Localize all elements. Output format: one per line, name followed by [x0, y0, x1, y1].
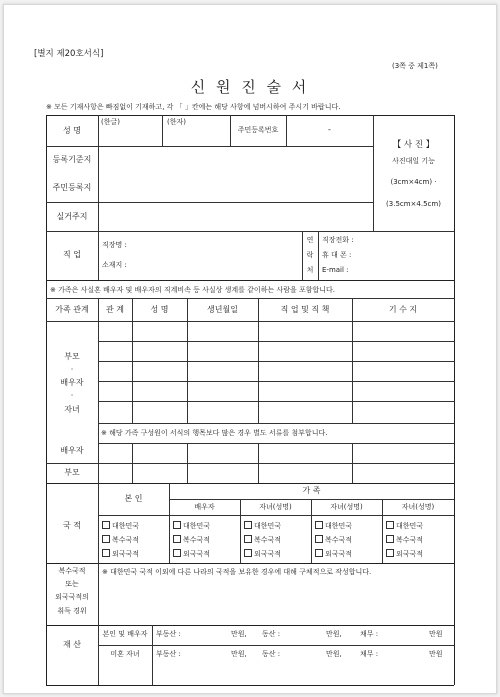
option-korea[interactable]: 대한민국 — [173, 521, 210, 535]
option-korea[interactable]: 대한민국 — [102, 521, 139, 535]
multi-nationality-label-3: 외국국적의 — [55, 593, 89, 601]
nationality-child1-options — [244, 521, 281, 563]
photo-line-1: 사진대일 기능 — [392, 157, 435, 165]
nationality-child3-options — [386, 521, 423, 563]
option-multiple[interactable]: 복수국적 — [173, 535, 210, 549]
photo-line-3: (3.5cm×4.5cm) — [386, 200, 441, 208]
option-korea[interactable]: 대한민국 — [244, 521, 281, 535]
family-inner-note: ※ 해당 가족 구성원이 서식의 행목보다 많은 경우 별도 서류를 첨부합니다. — [101, 429, 328, 437]
photo-title: 【 사 진 】 — [392, 140, 435, 150]
form-title: 신 원 진 술 서 — [190, 78, 310, 96]
col-job-title: 직 업 및 직 책 — [280, 305, 330, 314]
option-foreign[interactable]: 외국국적 — [244, 549, 281, 563]
nationality-col-child-1: 자녀(성명) — [259, 503, 292, 511]
col-relation: 관 계 — [106, 305, 124, 314]
phone-mobile-label: 휴 대 폰 : — [322, 251, 352, 259]
instruction-note: ※ 모든 기재사항은 빠짐없이 기재하고, 각 「 」칸에는 해당 사항에 넘버시하여 주시기 바랍니다. — [46, 103, 341, 111]
group-spouse: 배우자 — [60, 378, 84, 387]
assets-row-1-realty: 부동산 : — [156, 630, 181, 638]
photo-area — [374, 116, 453, 230]
col-family-relation: 가족 관계 — [55, 305, 89, 314]
checkbox-icon[interactable] — [386, 521, 394, 529]
assets-row-2-movable: 동산 : — [262, 650, 281, 658]
option-multiple[interactable]: 복수국적 — [315, 535, 352, 549]
rrn-field[interactable]: - — [328, 125, 331, 134]
checkbox-icon[interactable] — [102, 535, 110, 543]
multi-nationality-label-2: 또는 — [65, 580, 79, 588]
nationality-col-child-2: 자녀(성명) — [330, 503, 363, 511]
checkbox-icon[interactable] — [102, 521, 110, 529]
checkbox-icon[interactable] — [244, 535, 252, 543]
option-foreign[interactable]: 외국국적 — [173, 549, 210, 563]
nationality-child2-options — [315, 521, 352, 563]
address-label: 주민등록지 — [52, 183, 92, 192]
multi-nationality-note: ※ 대한민국 국적 이외에 다른 나라의 국적을 보유한 경우에 대해 구체적으로 작성합니다. — [102, 568, 372, 576]
multi-nationality-label-4: 취득 경위 — [57, 607, 87, 615]
multi-nationality-field[interactable] — [99, 581, 453, 624]
option-korea[interactable]: 대한민국 — [315, 521, 352, 535]
address-field[interactable] — [99, 147, 372, 201]
name-label: 성 명 — [63, 126, 81, 135]
family-note: ※ 가족은 사실혼 배우자 및 배우자의 직계비속 등 사실상 생계를 같이하는 사람을 포함합니다. — [50, 286, 335, 294]
nationality-family-label: 가 족 — [302, 486, 321, 495]
form-sheet — [3, 4, 497, 694]
option-foreign[interactable]: 외국국적 — [386, 549, 423, 563]
assets-row-1-who: 본인 및 배우자 — [102, 630, 148, 638]
assets-row-1-unit-3: 만원 — [429, 630, 443, 638]
assets-row-1-debt: 채무 : — [360, 630, 379, 638]
group-dot-2: · — [70, 391, 74, 400]
option-multiple[interactable]: 복수국적 — [102, 535, 139, 549]
spouse-parents-label: 배우자 — [60, 446, 84, 455]
assets-row-2-realty: 부동산 : — [156, 650, 181, 658]
checkbox-icon[interactable] — [315, 549, 323, 557]
col-birthdate: 생년월일 — [207, 305, 238, 314]
option-foreign[interactable]: 외국국적 — [102, 549, 139, 563]
option-multiple[interactable]: 복수국적 — [386, 535, 423, 549]
assets-row-1-unit-2: 만원, — [326, 630, 342, 638]
workplace-label: 직장명 : — [102, 241, 127, 249]
checkbox-icon[interactable] — [173, 535, 181, 543]
nationality-col-child-3: 자녀(성명) — [401, 503, 435, 511]
checkbox-icon[interactable] — [244, 521, 252, 529]
assets-row-2-who: 미혼 자녀 — [110, 650, 140, 658]
checkbox-icon[interactable] — [173, 549, 181, 557]
nationality-self-label: 본 인 — [124, 494, 143, 503]
option-korea[interactable]: 대한민국 — [386, 521, 423, 535]
residence-label: 실거주지 — [56, 212, 88, 221]
checkbox-icon[interactable] — [102, 549, 110, 557]
multi-nationality-label-1: 복수국적 — [58, 567, 86, 575]
option-foreign[interactable]: 외국국적 — [315, 549, 352, 563]
assets-row-1-unit-1: 만원, — [231, 630, 247, 638]
checkbox-icon[interactable] — [315, 521, 323, 529]
form-number: [별지 제20호서식] — [34, 49, 104, 59]
photo-line-2: (3cm×4cm) · — [390, 178, 437, 186]
group-parents: 부모 — [64, 352, 80, 361]
group-children: 자녀 — [64, 405, 80, 414]
checkbox-icon[interactable] — [386, 549, 394, 557]
assets-label: 재 산 — [63, 640, 81, 649]
checkbox-icon[interactable] — [386, 535, 394, 543]
contact-label-3: 처 — [306, 266, 314, 274]
page-info: (3쪽 중 제1쪽) — [392, 62, 438, 70]
nationality-col-spouse: 배우자 — [194, 503, 215, 511]
nationality-self-options — [102, 521, 139, 563]
residence-field[interactable] — [99, 203, 372, 230]
col-name: 성 명 — [150, 305, 169, 314]
nationality-spouse-options — [173, 521, 210, 563]
workplace-address-label: 소재지 : — [102, 261, 127, 269]
contact-label-1: 연 — [306, 236, 314, 244]
name-korean-label: (한글) — [101, 118, 120, 126]
job-label: 직 업 — [63, 250, 81, 259]
contact-label-2: 락 — [306, 251, 314, 259]
email-label: E-mail : — [322, 266, 349, 274]
assets-row-2-unit-1: 만원, — [231, 650, 247, 658]
checkbox-icon[interactable] — [173, 521, 181, 529]
assets-row-1-movable: 동산 : — [262, 630, 281, 638]
name-hanja-label: (한자) — [167, 118, 186, 126]
spouse-parents-label-2: 부모 — [64, 468, 80, 477]
checkbox-icon[interactable] — [315, 535, 323, 543]
assets-row-2-unit-3: 만원 — [429, 650, 443, 658]
rrn-label: 주민등록번호 — [237, 126, 279, 134]
assets-row-2-unit-2: 만원, — [326, 650, 342, 658]
option-multiple[interactable]: 복수국적 — [244, 535, 281, 549]
checkbox-icon[interactable] — [244, 549, 252, 557]
reg-base-label: 등록기준지 — [52, 155, 92, 164]
nationality-label: 국 적 — [63, 521, 81, 530]
phone-work-label: 직장전화 : — [322, 236, 354, 244]
assets-row-2-debt: 채무 : — [360, 650, 379, 658]
col-residence: 기 수 지 — [388, 305, 418, 314]
group-dot-1: · — [70, 365, 74, 374]
